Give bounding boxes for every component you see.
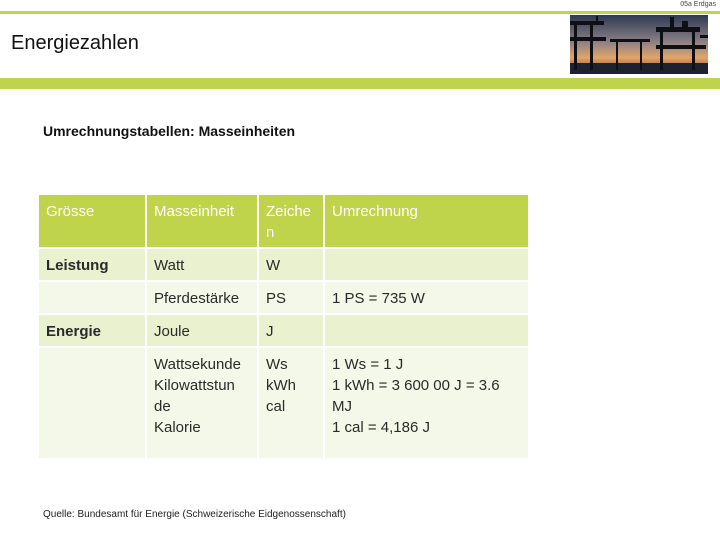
cell-umrechnung bbox=[325, 315, 528, 346]
table-row bbox=[39, 348, 528, 458]
conversion-table bbox=[37, 193, 530, 460]
cell-zeichen: W bbox=[259, 249, 323, 280]
section-heading: Umrechnungstabellen: Masseinheiten bbox=[43, 123, 296, 139]
offshore-platform-photo bbox=[570, 15, 708, 74]
cell-masseinheit bbox=[147, 348, 257, 458]
unit-kilowattstunde: Kilowattstun de bbox=[154, 377, 235, 415]
cell-zeichen: J bbox=[259, 315, 323, 346]
cell-groesse bbox=[39, 282, 145, 313]
cell-groesse: Energie bbox=[39, 315, 145, 346]
header-umrechnung: Umrechnung bbox=[325, 195, 528, 247]
cell-masseinheit: Watt bbox=[147, 249, 257, 280]
cell-zeichen: PS bbox=[259, 282, 323, 313]
symbol-kwh: kWh bbox=[266, 377, 296, 394]
cell-umrechnung bbox=[325, 249, 528, 280]
cell-zeichen bbox=[259, 348, 323, 458]
conversion-ws: 1 Ws = 1 J bbox=[332, 356, 404, 373]
cell-masseinheit: Pferdestärke bbox=[147, 282, 257, 313]
top-accent-bar bbox=[0, 11, 720, 14]
table-row bbox=[39, 249, 528, 280]
symbol-ws: Ws bbox=[266, 356, 288, 373]
cell-groesse: Leistung bbox=[39, 249, 145, 280]
page-title: Energiezahlen bbox=[11, 32, 139, 54]
header-zeichen: Zeiche n bbox=[259, 195, 323, 247]
table-header-row bbox=[39, 195, 528, 247]
cell-umrechnung: 1 PS = 735 W bbox=[325, 282, 528, 313]
header-masseinheit: Masseinheit bbox=[147, 195, 257, 247]
cell-masseinheit: Joule bbox=[147, 315, 257, 346]
header-groesse: Grösse bbox=[39, 195, 145, 247]
conversion-cal: 1 cal = 4,186 J bbox=[332, 419, 430, 436]
source-note: Quelle: Bundesamt für Energie (Schweizerische Eidgenossenschaft) bbox=[43, 509, 346, 520]
unit-kalorie: Kalorie bbox=[154, 419, 201, 436]
header-accent-bar bbox=[0, 78, 720, 89]
table-row bbox=[39, 315, 528, 346]
conversion-kwh: 1 kWh = 3 600 00 J = 3.6 MJ bbox=[332, 377, 500, 415]
cell-groesse bbox=[39, 348, 145, 458]
unit-wattsekunde: Wattsekunde bbox=[154, 356, 241, 373]
symbol-cal: cal bbox=[266, 398, 286, 415]
section-label: 05a Erdgas bbox=[680, 1, 716, 8]
table-row bbox=[39, 282, 528, 313]
cell-umrechnung bbox=[325, 348, 528, 458]
